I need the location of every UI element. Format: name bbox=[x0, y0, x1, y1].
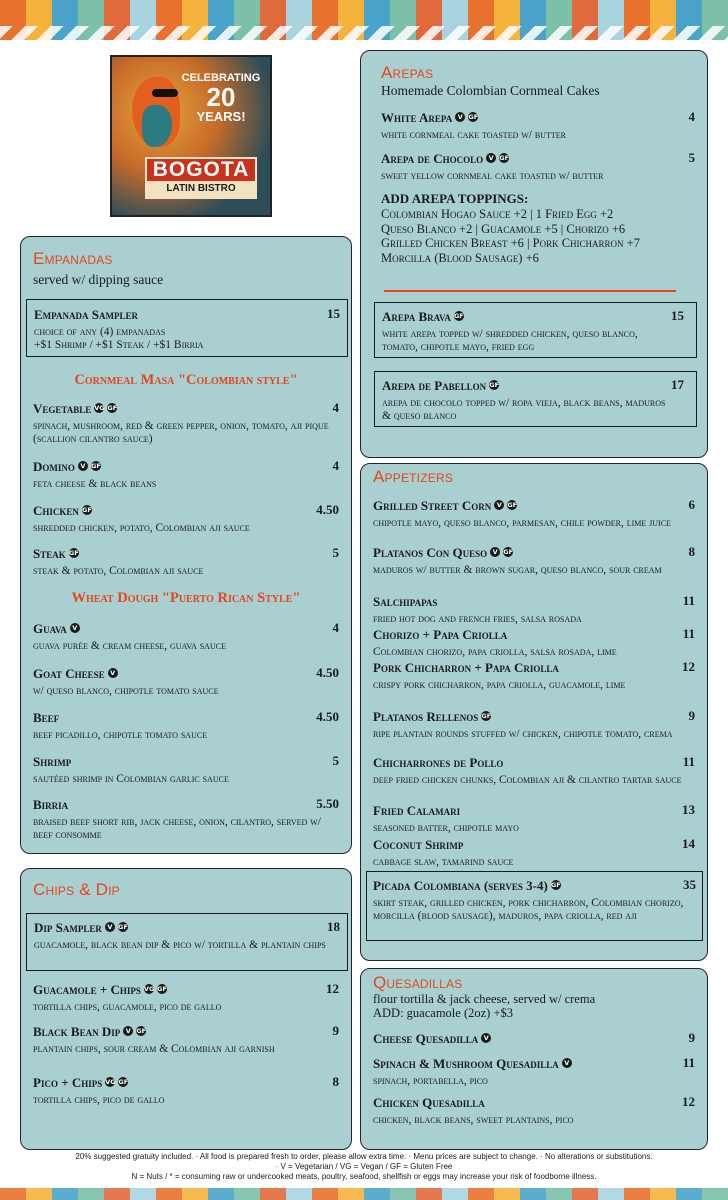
item-description: feta cheese & black beans bbox=[33, 478, 157, 490]
item-price: 11 bbox=[682, 1055, 695, 1070]
item-price: 4 bbox=[332, 458, 339, 473]
menu-item bbox=[373, 544, 695, 577]
item-name: Arepa de Pabellon bbox=[382, 378, 487, 393]
item-name: Platanos Con Queso bbox=[373, 545, 488, 560]
item-description: ripe plantain rounds stuffed w/ chicken, chipotle tomato, crema bbox=[373, 728, 673, 740]
arepas-panel bbox=[360, 50, 708, 458]
logo-years-number: 20 bbox=[206, 82, 236, 112]
topping-line: Morcilla (Blood Sausage) +6 bbox=[381, 250, 539, 265]
item-name: Black Bean Dip bbox=[33, 1024, 121, 1039]
item-name: Arepa Brava bbox=[382, 309, 451, 324]
menu-item bbox=[373, 708, 695, 741]
item-price: 8 bbox=[688, 544, 695, 559]
arepas-title: Arepas bbox=[381, 63, 434, 82]
arepa-special-box bbox=[374, 302, 697, 358]
diet-badge-icon: V bbox=[108, 668, 118, 678]
appetizers-title: Appetizers bbox=[373, 467, 454, 486]
footer-line: 20% suggested gratuity included. · All food is prepared fresh to order, please allow extra time. · Menu prices are subject to change. · No alterations or substitutions. bbox=[75, 1152, 653, 1161]
item-price: 5 bbox=[332, 753, 339, 768]
menu-item bbox=[34, 919, 340, 952]
diet-badge-icon: V bbox=[486, 153, 496, 163]
item-description: plantain chips, sour cream & Colombian aji garnish bbox=[33, 1043, 275, 1055]
diet-badge-icon: V bbox=[481, 1033, 491, 1043]
logo-celebrating: CELEBRATING bbox=[181, 72, 261, 84]
item-name: Chicken Quesadilla bbox=[373, 1095, 485, 1110]
menu-item bbox=[373, 754, 695, 787]
item-description: maduros w/ butter & brown sugar, queso blanco, sour cream bbox=[373, 564, 662, 576]
item-price: 5 bbox=[688, 150, 695, 165]
topping-line: Grilled Chicken Breast +6 | Pork Chicharron +7 bbox=[381, 236, 640, 250]
item-description: sautéed shrimp in Colombian garlic sauce bbox=[33, 773, 229, 785]
item-price: 15 bbox=[671, 308, 684, 323]
item-price: 9 bbox=[332, 1023, 339, 1038]
item-name: Domino bbox=[33, 459, 75, 474]
menu-item bbox=[373, 836, 695, 869]
item-description: braised beef short rib, jack cheese, onion, cilantro, served w/ beef consomme bbox=[33, 816, 321, 841]
item-price: 4 bbox=[332, 400, 339, 415]
item-price: 11 bbox=[682, 754, 695, 769]
item-price: 9 bbox=[688, 1030, 695, 1045]
item-price: 18 bbox=[327, 919, 340, 934]
chips-dip-panel bbox=[20, 868, 352, 1150]
bird-icon bbox=[132, 77, 180, 147]
empanada-sampler-box bbox=[26, 299, 348, 357]
item-name: Empanada Sampler bbox=[34, 307, 138, 322]
menu-item bbox=[33, 400, 339, 446]
item-name: Birria bbox=[33, 797, 69, 812]
decorative-bottom-pattern bbox=[0, 1188, 728, 1200]
item-price: 11 bbox=[682, 593, 695, 608]
item-description: tortilla chips, pico de gallo bbox=[33, 1094, 165, 1106]
item-description: white arepa topped w/ shredded chicken, queso blanco, tomato, chipotle mayo, fried egg bbox=[382, 328, 638, 353]
item-price: 12 bbox=[682, 1094, 695, 1109]
item-price: 35 bbox=[683, 877, 696, 892]
item-name: Grilled Street Corn bbox=[373, 498, 492, 513]
item-price: 4.50 bbox=[316, 709, 339, 724]
diet-badge-icon: V bbox=[455, 112, 465, 122]
wheat-dough-heading: Wheat Dough "Puerto Rican Style" bbox=[71, 590, 301, 606]
item-name: Coconut Shrimp bbox=[373, 837, 464, 852]
item-name: Beef bbox=[33, 710, 60, 725]
item-name: White Arepa bbox=[381, 110, 453, 125]
menu-item bbox=[373, 1055, 695, 1088]
item-description: spinach, portabella, pico bbox=[373, 1075, 488, 1087]
toppings-heading: ADD AREPA TOPPINGS: bbox=[381, 191, 529, 206]
menu-item bbox=[33, 1074, 339, 1107]
logo-tagline: LATIN BISTRO bbox=[147, 181, 255, 197]
diet-badge-icon: V bbox=[490, 547, 500, 557]
item-name: Chicken bbox=[33, 503, 79, 518]
decorative-top-pattern bbox=[0, 0, 728, 40]
menu-item bbox=[33, 502, 339, 535]
chips-dip-title: Chips & Dip bbox=[33, 880, 120, 899]
empanadas-title: Empanadas bbox=[33, 249, 113, 268]
menu-item bbox=[382, 308, 684, 354]
item-price: 5 bbox=[332, 545, 339, 560]
item-description: chicken, black beans, sweet plantains, pico bbox=[373, 1114, 574, 1126]
item-price: 4.50 bbox=[316, 665, 339, 680]
logo-brand-name: BOGOTA bbox=[152, 158, 250, 181]
menu-item bbox=[373, 877, 696, 923]
menu-item bbox=[33, 620, 339, 653]
diet-badge-icon: GF bbox=[118, 1078, 129, 1087]
diet-badge-icon: GF bbox=[503, 548, 514, 557]
dip-sampler-box bbox=[26, 913, 348, 971]
diet-badge-icon: V bbox=[494, 500, 504, 510]
menu-item bbox=[33, 709, 339, 742]
item-description: skirt steak, grilled chicken, pork chicharron, Colombian chorizo, morcilla (blood sausage), maduros, papa criolla, red aji bbox=[373, 897, 684, 922]
menu-item bbox=[33, 753, 339, 786]
item-price: 4.50 bbox=[316, 502, 339, 517]
arepas-subtitle: Homemade Colombian Cornmeal Cakes bbox=[381, 83, 600, 98]
logo-brand bbox=[145, 157, 257, 199]
diet-badge-icon: GF bbox=[136, 1027, 147, 1036]
item-name: Cheese Quesadilla bbox=[373, 1031, 479, 1046]
item-price: 8 bbox=[332, 1074, 339, 1089]
diet-badge-icon: VG bbox=[94, 404, 105, 413]
diet-badge-icon: GF bbox=[481, 712, 492, 721]
item-description: steak & potato, Colombian aji sauce bbox=[33, 565, 204, 577]
item-description: cabbage slaw, tamarind sauce bbox=[373, 856, 514, 868]
diet-badge-icon: GF bbox=[550, 881, 561, 890]
menu-item bbox=[373, 593, 695, 626]
item-description: chipotle mayo, queso blanco, parmesan, chile powder, lime juice bbox=[373, 517, 671, 529]
item-price: 13 bbox=[682, 802, 695, 817]
cornmeal-masa-heading: Cornmeal Masa "Colombian style" bbox=[74, 372, 298, 388]
diet-badge-icon: GF bbox=[68, 549, 79, 558]
arepa-toppings bbox=[381, 191, 695, 265]
item-price: 15 bbox=[327, 306, 340, 321]
item-name: Shrimp bbox=[33, 754, 72, 769]
logo-years-word: YEARS! bbox=[196, 109, 246, 124]
quesadillas-panel bbox=[360, 968, 708, 1150]
item-name: Guava bbox=[33, 621, 67, 636]
menu-item bbox=[382, 377, 684, 423]
quesadillas-title: Quesadillas bbox=[373, 973, 463, 992]
diet-badge-icon: GF bbox=[507, 501, 518, 510]
footer-line: · V = Vegetarian / VG = Vegan / GF = Gluten Free bbox=[275, 1162, 453, 1171]
item-description: arepa de chocolo topped w/ ropa vieja, black beans, maduros & queso blanco bbox=[382, 397, 666, 422]
empanadas-panel bbox=[20, 236, 352, 854]
item-name: Pico + Chips bbox=[33, 1075, 103, 1090]
item-description: choice of any (4) empanadas +$1 Shrimp / +$1 Steak / +$1 Birria bbox=[34, 326, 204, 351]
item-description: tortilla chips, guacamole, pico de gallo bbox=[33, 1001, 222, 1013]
item-name: Guacamole + Chips bbox=[33, 982, 141, 997]
diet-badge-icon: V bbox=[105, 922, 115, 932]
item-description: fried hot dog and french fries, salsa rosada bbox=[373, 613, 582, 625]
item-description: sweet yellow cornmeal cake toasted w/ butter bbox=[381, 170, 604, 182]
item-description: Colombian chorizo, papa criolla, salsa rosada, lime bbox=[373, 646, 617, 658]
appetizers-panel bbox=[360, 463, 708, 961]
diet-badge-icon: V bbox=[562, 1058, 572, 1068]
item-description: spinach, mushroom, red & green pepper, onion, tomato, aji pique (scallion cilantro sauce) bbox=[33, 420, 329, 445]
item-name: Salchipapas bbox=[373, 594, 438, 609]
logo-anniversary bbox=[180, 73, 262, 123]
diet-badge-icon: VG bbox=[143, 985, 155, 994]
menu-item bbox=[373, 1030, 695, 1048]
menu-item bbox=[381, 150, 695, 183]
item-name: Picada Colombiana (serves 3-4) bbox=[373, 878, 548, 893]
menu-item bbox=[373, 659, 695, 692]
item-price: 5.50 bbox=[316, 796, 339, 811]
item-description: w/ queso blanco, chipotle tomato sauce bbox=[33, 685, 219, 697]
item-price: 17 bbox=[671, 377, 684, 392]
item-name: Goat Cheese bbox=[33, 666, 105, 681]
item-price: 9 bbox=[688, 708, 695, 723]
arepas-divider bbox=[384, 290, 676, 292]
item-name: Vegetable bbox=[33, 401, 92, 416]
item-name: Fried Calamari bbox=[373, 803, 461, 818]
item-name: Arepa de Chocolo bbox=[381, 151, 484, 166]
topping-line: Queso Blanco +2 | Guacamole +5 | Chorizo +6 bbox=[381, 221, 626, 236]
item-price: 11 bbox=[682, 626, 695, 641]
diet-badge-icon: V bbox=[78, 461, 88, 471]
menu-item bbox=[33, 665, 339, 698]
menu-item bbox=[373, 626, 695, 659]
item-price: 4 bbox=[688, 109, 695, 124]
topping-line: Colombian Hogao Sauce +2 | 1 Fried Egg +2 bbox=[381, 207, 614, 221]
arepa-special-box bbox=[374, 371, 697, 427]
menu-item bbox=[373, 1094, 695, 1127]
diet-badge-icon: GF bbox=[91, 462, 101, 471]
sunglasses-icon bbox=[152, 89, 178, 97]
item-name: Chicharrones de Pollo bbox=[373, 755, 504, 770]
item-price: 12 bbox=[682, 659, 695, 674]
item-name: Steak bbox=[33, 546, 66, 561]
diet-badge-icon: V bbox=[123, 1026, 133, 1036]
quesadillas-subtitle: flour tortilla & jack cheese, served w/ crema bbox=[373, 992, 596, 1006]
item-name: Pork Chicharron + Papa Criolla bbox=[373, 660, 559, 675]
quesadillas-addon: ADD: guacamole (2oz) +$3 bbox=[373, 1006, 513, 1020]
picada-box bbox=[366, 871, 703, 941]
item-description: guacamole, black bean dip & pico w/ tortilla & plantain chips bbox=[34, 939, 326, 951]
item-price: 6 bbox=[688, 497, 695, 512]
diet-badge-icon: GF bbox=[117, 923, 128, 932]
menu-item bbox=[381, 109, 695, 142]
diet-badge-icon: GF bbox=[453, 312, 464, 321]
restaurant-logo bbox=[110, 55, 272, 217]
diet-badge-icon: GF bbox=[468, 113, 479, 122]
item-description: beef picadillo, chipotle tomato sauce bbox=[33, 729, 208, 741]
diet-badge-icon: VG bbox=[105, 1078, 116, 1087]
diet-badge-icon: GF bbox=[157, 985, 167, 994]
diet-badge-icon: GF bbox=[489, 381, 500, 390]
item-name: Dip Sampler bbox=[34, 920, 102, 935]
menu-item bbox=[33, 1023, 339, 1056]
item-description: deep fried chicken chunks, Colombian aji & cilantro tartar sauce bbox=[373, 774, 682, 786]
item-price: 12 bbox=[326, 981, 339, 996]
item-name: Platanos Rellenos bbox=[373, 709, 479, 724]
diet-badge-icon: GF bbox=[107, 404, 118, 413]
menu-item bbox=[33, 458, 339, 491]
item-description: crispy pork chicharron, papa criolla, guacamole, lime bbox=[373, 679, 626, 691]
menu-item bbox=[33, 545, 339, 578]
item-description: white cornmeal cake toasted w/ butter bbox=[381, 129, 566, 141]
item-description: seasoned batter, chipotle mayo bbox=[373, 822, 519, 834]
menu-item bbox=[373, 802, 695, 835]
menu-item bbox=[373, 497, 695, 530]
empanadas-subtitle: served w/ dipping sauce bbox=[33, 272, 164, 287]
footer-line: N = Nuts / * = consuming raw or undercooked meats, poultry, seafood, shellfish or eggs may increase your risk of foodborne illness. bbox=[131, 1172, 597, 1181]
menu-item bbox=[33, 981, 339, 1014]
menu-item bbox=[34, 306, 340, 352]
diet-badge-icon: V bbox=[70, 623, 80, 633]
item-description: shredded chicken, potato, Colombian aji sauce bbox=[33, 522, 250, 534]
menu-item bbox=[33, 796, 339, 842]
item-description: guava purée & cream cheese, guava sauce bbox=[33, 640, 226, 652]
footer-disclaimer bbox=[0, 1152, 728, 1182]
diet-badge-icon: GF bbox=[82, 506, 92, 515]
item-name: Chorizo + Papa Criolla bbox=[373, 627, 508, 642]
diet-badge-icon: GF bbox=[499, 154, 510, 163]
item-price: 14 bbox=[682, 836, 695, 851]
item-name: Spinach & Mushroom Quesadilla bbox=[373, 1056, 559, 1071]
item-price: 4 bbox=[332, 620, 339, 635]
